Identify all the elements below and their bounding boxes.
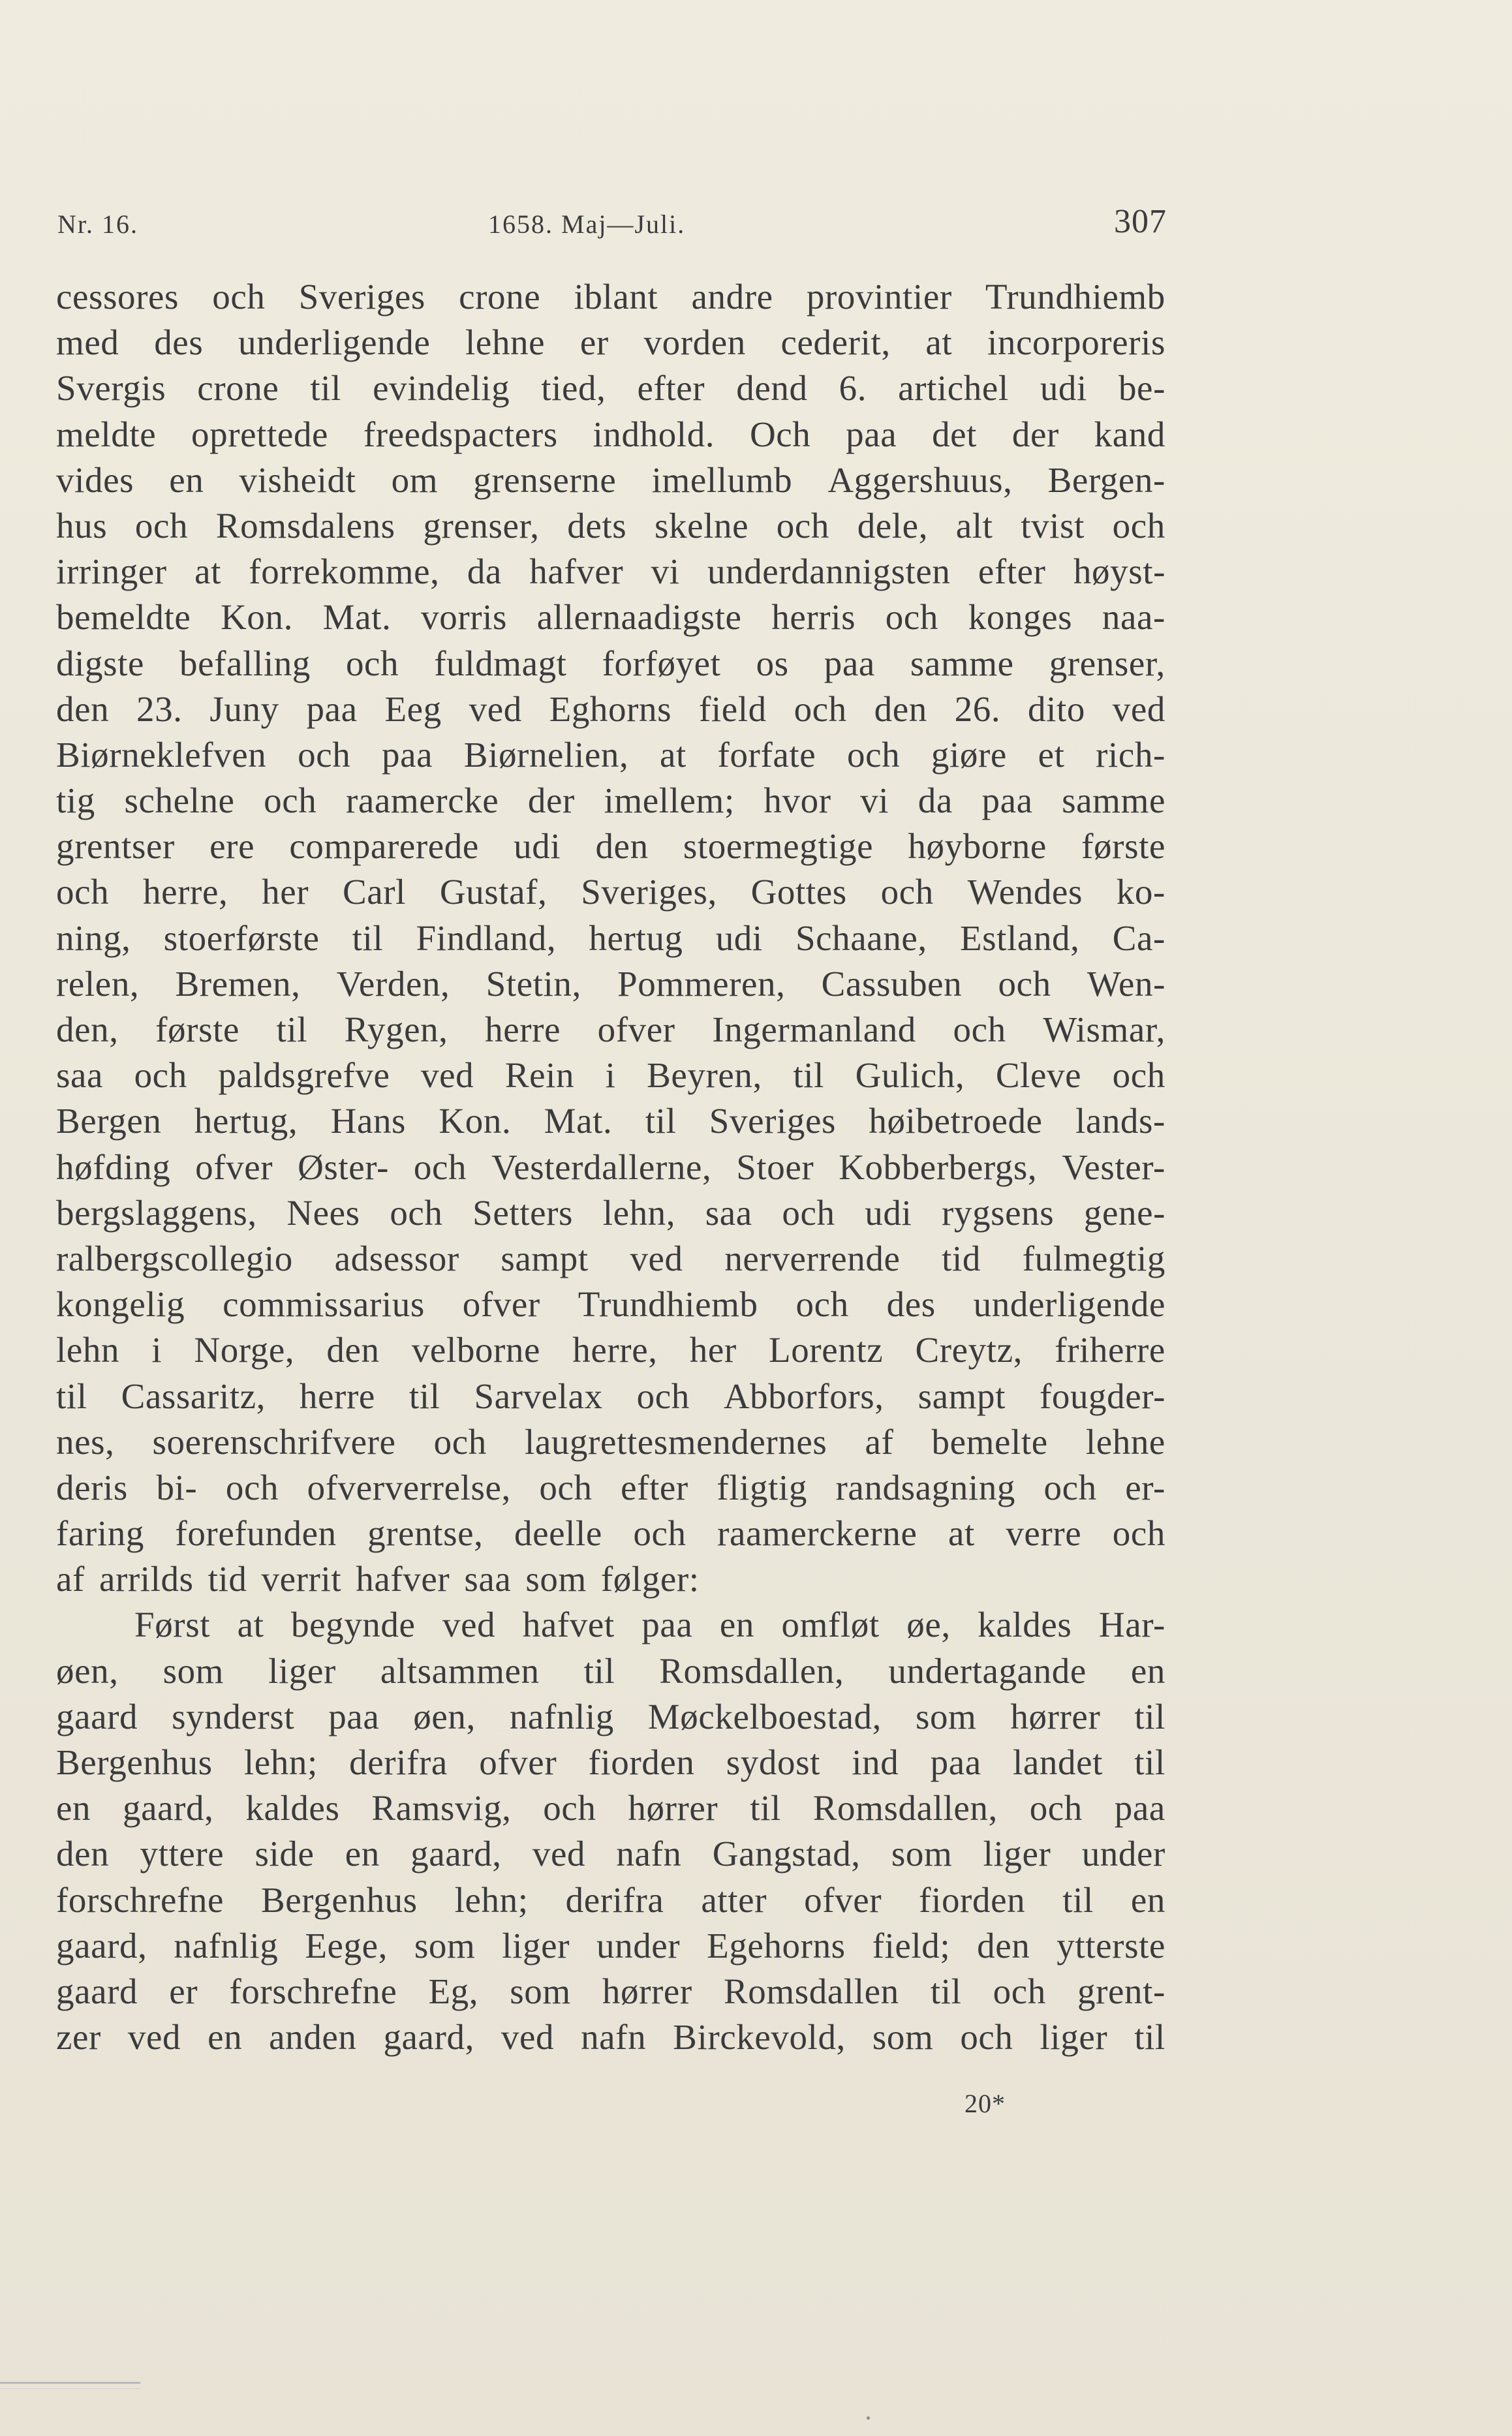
text-line: grentser ere comparerede udi den stoermegtige høyborne første [56, 826, 1165, 867]
text-line: ralbergscollegio adsessor sampt ved nerverrende tid fulmegtig [56, 1238, 1165, 1278]
text-line: faring forefunden grentse, deelle och raamerckerne at verre och [56, 1513, 1165, 1554]
text-line: lehn i Norge, den velborne herre, her Lorentz Creytz, friherre [56, 1330, 1165, 1370]
page-edge-line [0, 2382, 140, 2384]
text-line: Biørneklefven och paa Biørnelien, at forfate och giøre et rich- [56, 734, 1165, 775]
page-number: 307 [1114, 203, 1167, 240]
text-line: den 23. Juny paa Eeg ved Eghorns field och den 26. dito ved [56, 688, 1165, 729]
text-line: saa och paldsgrefve ved Rein i Beyren, til Gulich, Cleve och [56, 1055, 1165, 1096]
text-line: en gaard, kaldes Ramsvig, och hørrer til Romsdallen, och paa [56, 1788, 1165, 1828]
text-line: Bergen hertug, Hans Kon. Mat. til Sveriges høibetroede lands- [56, 1101, 1165, 1141]
date-range: 1658. Maj—Juli. [488, 209, 686, 239]
text-line: cessores och Sveriges crone iblant andre provintier Trundhiemb [56, 277, 1165, 316]
text-line: zer ved en anden gaard, ved nafn Birckevold, som och liger til [56, 2017, 1165, 2058]
text-line: deris bi- och ofververrelse, och efter fligtig randsagning och er- [56, 1467, 1165, 1507]
text-line: gaard, nafnlig Eege, som liger under Egehorns field; den ytterste [56, 1925, 1165, 1966]
text-line: forschrefne Bergenhus lehn; derifra atter ofver fiorden til en [56, 1879, 1165, 1920]
text-line: vides en visheidt om grenserne imellumb Aggershuus, Bergen- [56, 459, 1165, 500]
text-line: Først at begynde ved hafvet paa en omfløt øe, kaldes Har- [134, 1605, 1165, 1645]
printer-signature-mark: 20* [964, 2089, 1006, 2118]
text-line: nes, soerenschrifvere och laugrettesmendernes af bemelte lehne [56, 1421, 1165, 1462]
document-number: Nr. 16. [57, 209, 138, 239]
page-edge-line-secondary [0, 2388, 140, 2389]
text-line: Bergenhus lehn; derifra ofver fiorden sydost ind paa landet til [56, 1742, 1165, 1782]
text-line: høfding ofver Øster- och Vesterdallerne, Stoer Kobberbergs, Vester- [56, 1147, 1165, 1187]
text-line: digste befalling och fuldmagt forføyet os paa samme grenser, [56, 643, 1165, 683]
text-line: den, første til Rygen, herre ofver Ingermanland och Wismar, [56, 1010, 1165, 1049]
text-line: den yttere side en gaard, ved nafn Gangstad, som liger under [56, 1834, 1165, 1874]
text-line: med des underligende lehne er vorden cederit, at incorporeris [56, 322, 1165, 363]
text-line: tig schelne och raamercke der imellem; hvor vi da paa samme [56, 780, 1165, 821]
text-line: relen, Bremen, Verden, Stetin, Pommeren, Cassuben och Wen- [56, 963, 1165, 1004]
text-line: ning, stoerførste til Findland, hertug udi Schaane, Estland, Ca- [56, 917, 1165, 958]
text-line: kongelig commissarius ofver Trundhiemb och des underligende [56, 1284, 1165, 1325]
text-line: hus och Romsdalens grenser, dets skelne och dele, alt tvist och [56, 505, 1165, 546]
text-line: Svergis crone til evindelig tied, efter dend 6. artichel udi be- [56, 368, 1165, 409]
body-text [56, 274, 1165, 2060]
text-line: af arrilds tid verrit hafver saa som følger: [56, 1559, 700, 1599]
text-line: och herre, her Carl Gustaf, Sveriges, Gottes och Wendes ko- [56, 872, 1165, 912]
text-line: øen, som liger altsammen til Romsdallen, undertagande en [56, 1650, 1165, 1691]
running-header [57, 202, 1167, 248]
text-line: gaard synderst paa øen, nafnlig Møckelboestad, som hørrer til [56, 1696, 1165, 1736]
text-line: gaard er forschrefne Eg, som hørrer Romsdallen til och grent- [56, 1971, 1165, 2011]
paper-speck [867, 2416, 870, 2420]
text-line: bemeldte Kon. Mat. vorris allernaadigste herris och konges naa- [56, 597, 1165, 638]
text-line: meldte oprettede freedspacters indhold. Och paa det der kand [56, 414, 1165, 454]
text-line: irringer at forrekomme, da hafver vi underdannigsten efter høyst- [56, 551, 1165, 592]
text-line: bergslaggens, Nees och Setters lehn, saa och udi rygsens gene- [56, 1192, 1165, 1233]
text-line: til Cassaritz, herre til Sarvelax och Abborfors, sampt fougder- [56, 1376, 1165, 1416]
